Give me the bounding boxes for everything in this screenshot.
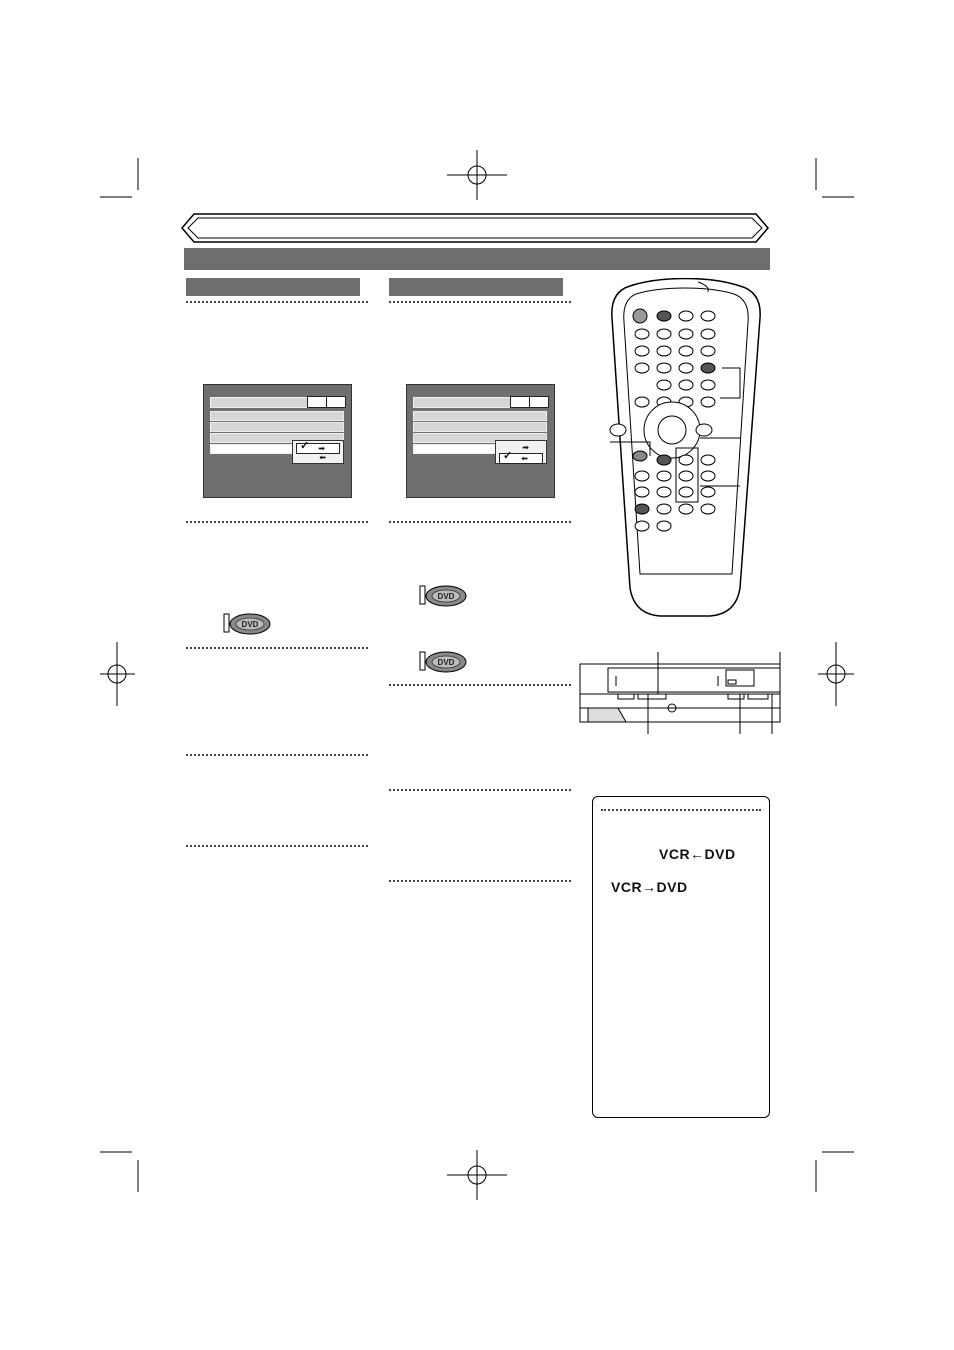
- osd-menu-row-4: [413, 444, 499, 454]
- osd-menu-row-4: [210, 444, 296, 454]
- left-step-1-divider: [186, 301, 368, 303]
- osd-direction-popup: [292, 440, 344, 464]
- left-column-heading: [186, 278, 360, 296]
- osd-menu-row-2: [413, 422, 547, 432]
- right-step-4-divider: [389, 789, 571, 791]
- osd-menu-row-1: [210, 411, 344, 421]
- check-icon: ✓: [503, 450, 513, 462]
- section-title-bar: [184, 248, 770, 270]
- svg-text:DVD: DVD: [437, 658, 455, 667]
- osd-direction-popup: [495, 440, 547, 464]
- left-osd-screen: [203, 384, 352, 498]
- arrow-left-icon: ⬅: [319, 453, 326, 462]
- left-step-5-divider: [186, 845, 368, 847]
- right-step-5-divider: [389, 880, 571, 882]
- osd-tab-1: [307, 396, 327, 408]
- osd-menu-row-1: [413, 411, 547, 421]
- vcr-to-dvd-label: VCR→DVD: [611, 879, 688, 895]
- check-icon: ✓: [300, 440, 310, 452]
- dvd-disc-logo-icon: [418, 650, 468, 674]
- dvd-disc-logo-icon: [418, 584, 468, 608]
- right-step-3-divider: [389, 684, 571, 686]
- note-box: [592, 796, 770, 1118]
- right-column-heading: [389, 278, 563, 296]
- svg-text:DVD: DVD: [241, 620, 259, 629]
- arrow-right-icon: ➡: [522, 443, 529, 452]
- left-step-4-divider: [186, 754, 368, 756]
- header-banner: [180, 212, 770, 244]
- right-osd-screen: [406, 384, 555, 498]
- osd-tab-1: [510, 396, 530, 408]
- dvd-disc-logo-icon: [222, 612, 272, 636]
- right-step-1-divider: [389, 301, 571, 303]
- popup-item-second: [499, 450, 543, 464]
- left-step-2-divider: [186, 521, 368, 523]
- front-panel-illustration: [578, 650, 782, 734]
- svg-text:DVD: DVD: [437, 592, 455, 601]
- arrow-right-icon: ➡: [318, 444, 325, 453]
- osd-tab-2: [326, 396, 346, 408]
- arrow-left-icon: ⬅: [521, 454, 528, 463]
- osd-tab-2: [529, 396, 549, 408]
- osd-menu-row-2: [210, 422, 344, 432]
- left-step-3-divider: [186, 647, 368, 649]
- popup-item-second: [296, 453, 340, 462]
- vcr-from-dvd-label: VCR←DVD: [659, 846, 736, 862]
- remote-control-illustration: [590, 278, 780, 624]
- right-step-2-divider: [389, 521, 571, 523]
- note-divider: [601, 809, 761, 811]
